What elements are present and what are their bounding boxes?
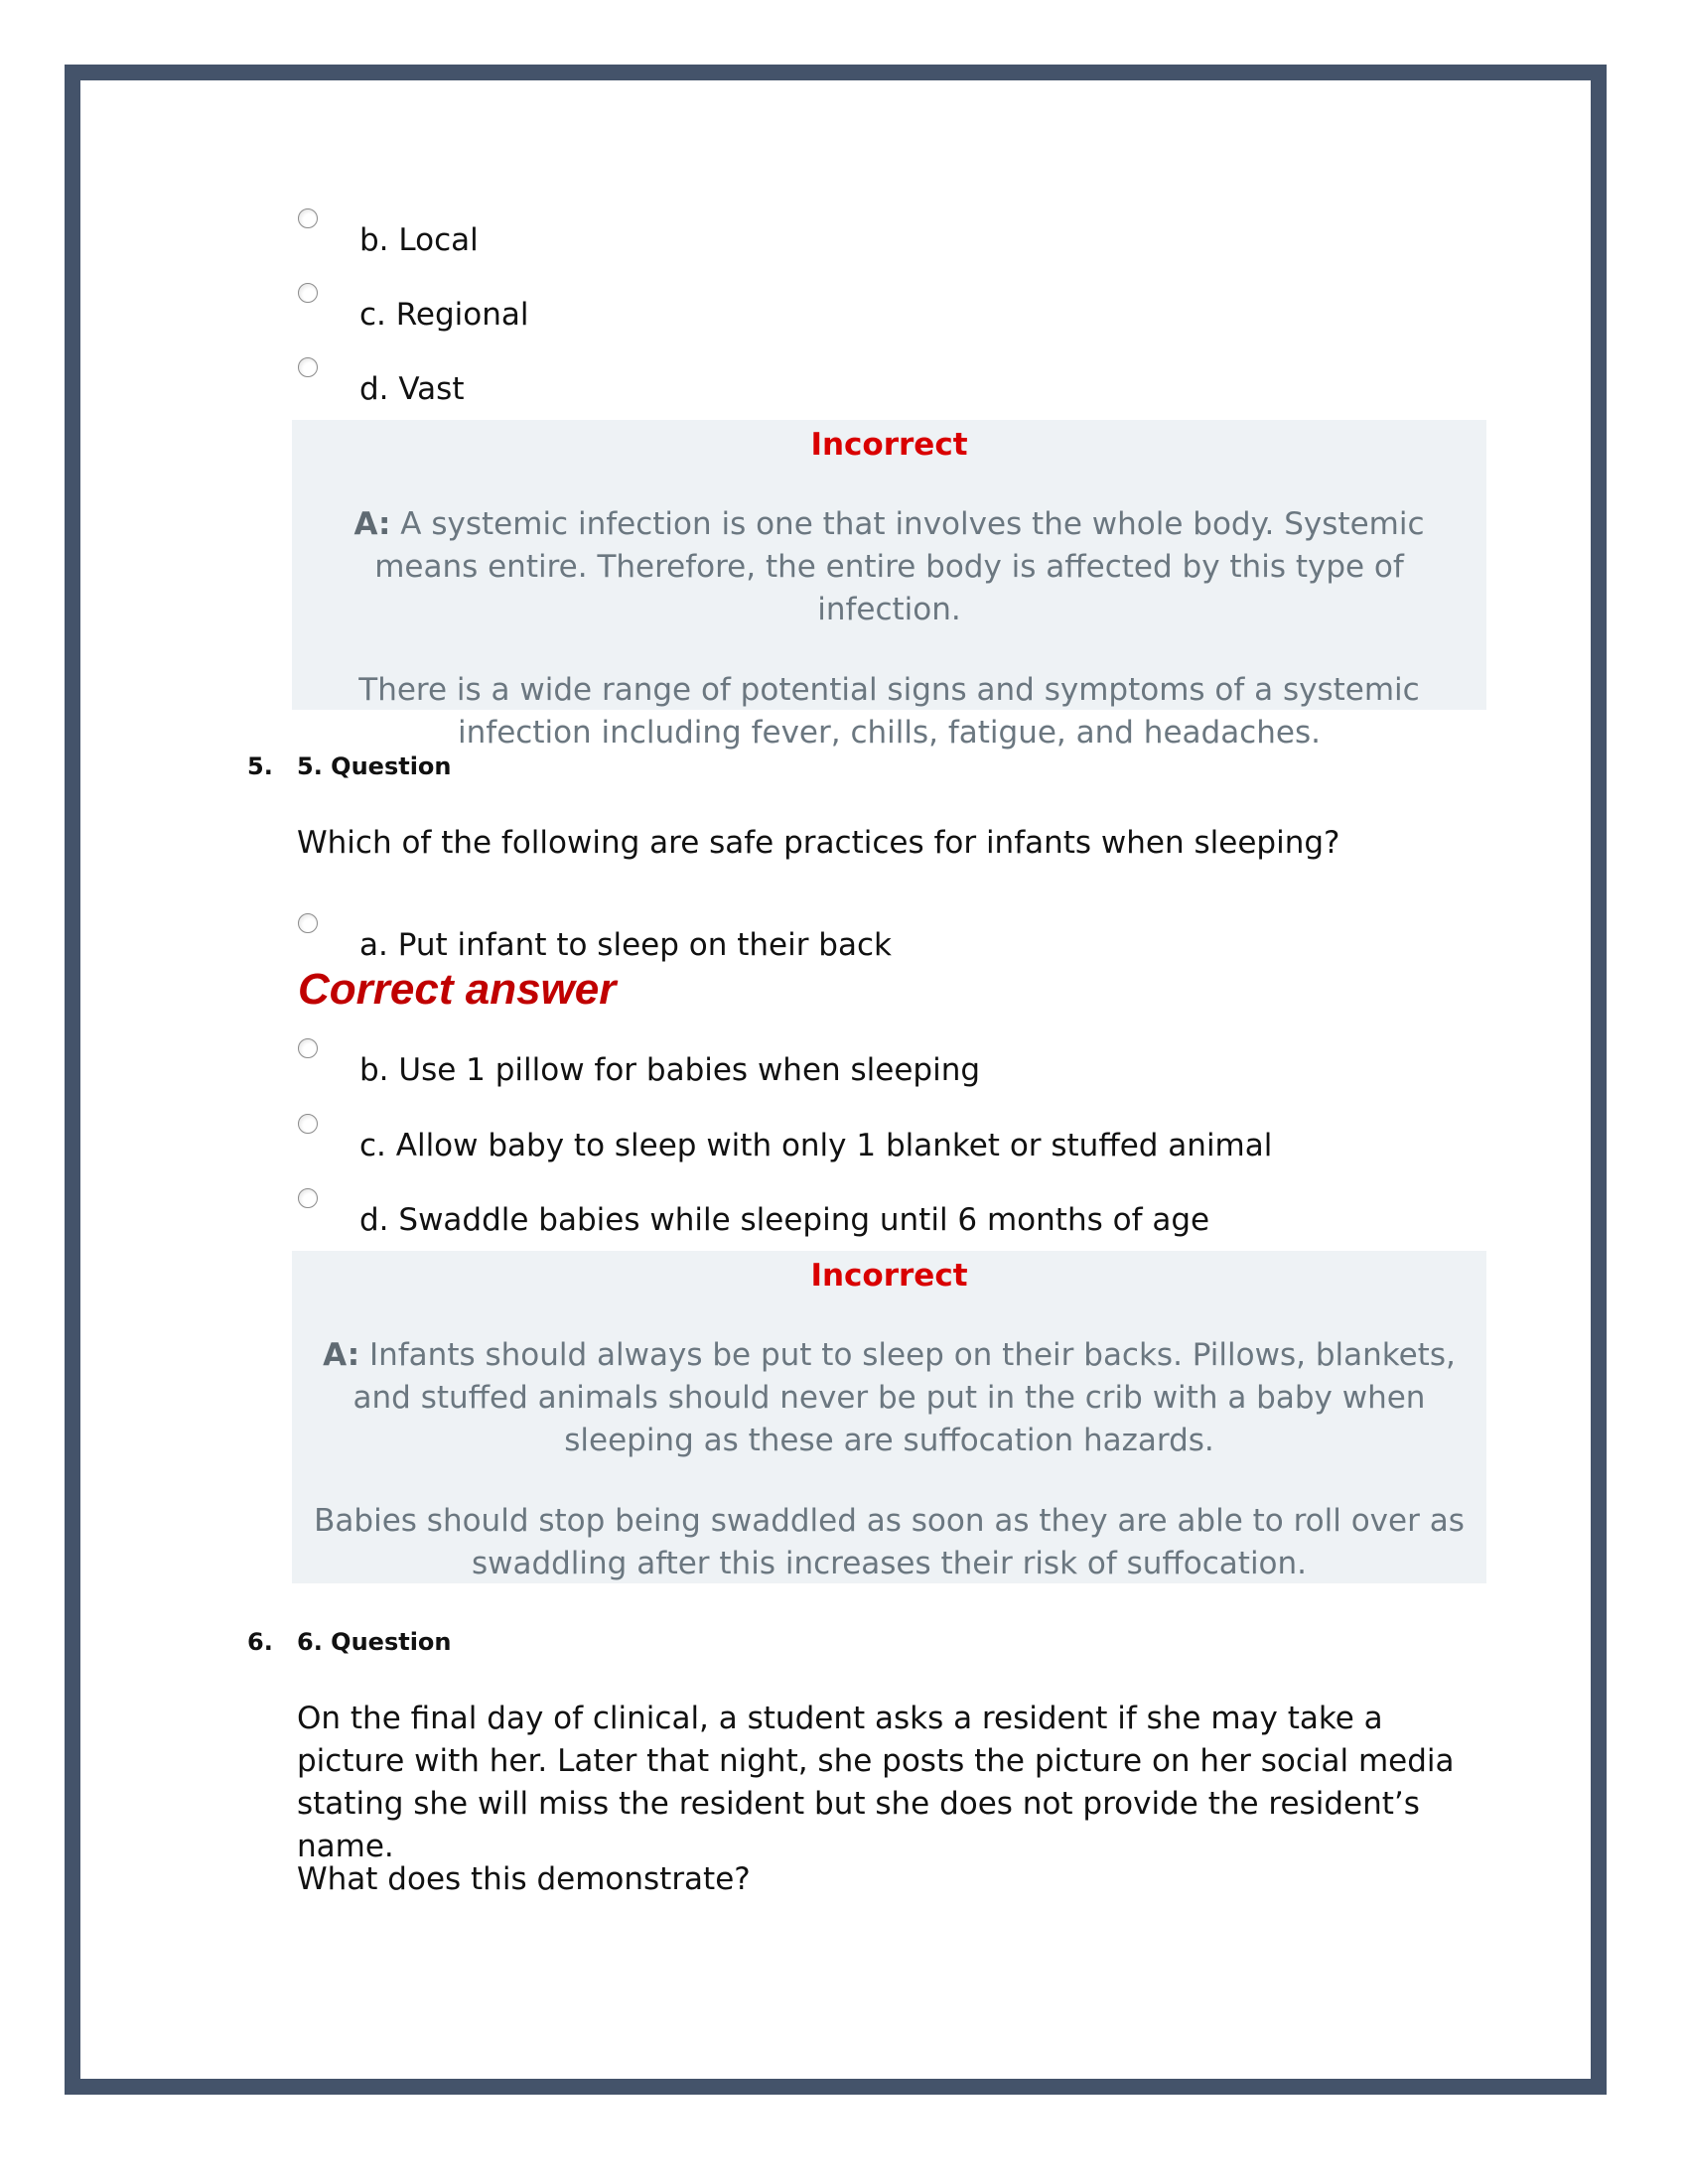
- question-text: On the final day of clinical, a student asks a resident if she may take a picture with her. Later that night, she posts the picture on her social media stating she will miss the resident but she does not provide the resident’s name.: [297, 1701, 1455, 1864]
- radio-icon[interactable]: [298, 1114, 318, 1134]
- radio-icon[interactable]: [298, 208, 318, 228]
- question-number: 5.: [247, 752, 273, 780]
- feedback-status: Incorrect: [810, 1258, 968, 1294]
- radio-icon[interactable]: [298, 913, 318, 933]
- feedback-answer: [304, 1334, 1475, 1462]
- feedback-extra: There is a wide range of potential signs and symptoms of a systemic infection including fever, chills, fatigue, and headaches.: [358, 672, 1420, 751]
- q4-feedback-box: [292, 420, 1486, 751]
- option-label: b. Use 1 pillow for babies when sleeping: [359, 1052, 981, 1088]
- radio-icon[interactable]: [298, 1188, 318, 1208]
- answer-prefix: A:: [353, 506, 391, 542]
- correct-answer-label: Correct answer: [298, 965, 617, 1014]
- option-label: b. Local: [359, 222, 479, 258]
- option-label: d. Swaddle babies while sleeping until 6 months of age: [359, 1202, 1210, 1238]
- option-label: a. Put infant to sleep on their back: [359, 927, 892, 963]
- q5-feedback-box: [292, 1251, 1486, 1583]
- question-title: 6. Question: [297, 1628, 452, 1656]
- answer-text: Infants should always be put to sleep on their backs. Pillows, blankets, and stuffed animals should never be put in the crib with a baby when sleeping as these are suffocation hazards.: [352, 1337, 1456, 1458]
- answer-text: A systemic infection is one that involves the whole body. Systemic means entire. Therefore, the entire body is affected by this type of infection.: [374, 506, 1425, 627]
- option-label: d. Vast: [359, 371, 465, 407]
- radio-icon[interactable]: [298, 357, 318, 377]
- radio-icon[interactable]: [298, 283, 318, 303]
- feedback-extra: Babies should stop being swaddled as soon as they are able to roll over as swaddling after this increases their risk of suffocation.: [314, 1503, 1465, 1581]
- question-text: Which of the following are safe practices for infants when sleeping?: [297, 825, 1340, 861]
- feedback-status: Incorrect: [810, 427, 968, 463]
- question-number: 6.: [247, 1628, 273, 1656]
- option-label: c. Regional: [359, 297, 529, 333]
- question-title: 5. Question: [297, 752, 452, 780]
- option-label: c. Allow baby to sleep with only 1 blanket or stuffed animal: [359, 1128, 1273, 1163]
- radio-icon[interactable]: [298, 1038, 318, 1058]
- question-prompt: What does this demonstrate?: [297, 1861, 751, 1897]
- answer-prefix: A:: [323, 1337, 360, 1373]
- feedback-answer: [304, 503, 1475, 631]
